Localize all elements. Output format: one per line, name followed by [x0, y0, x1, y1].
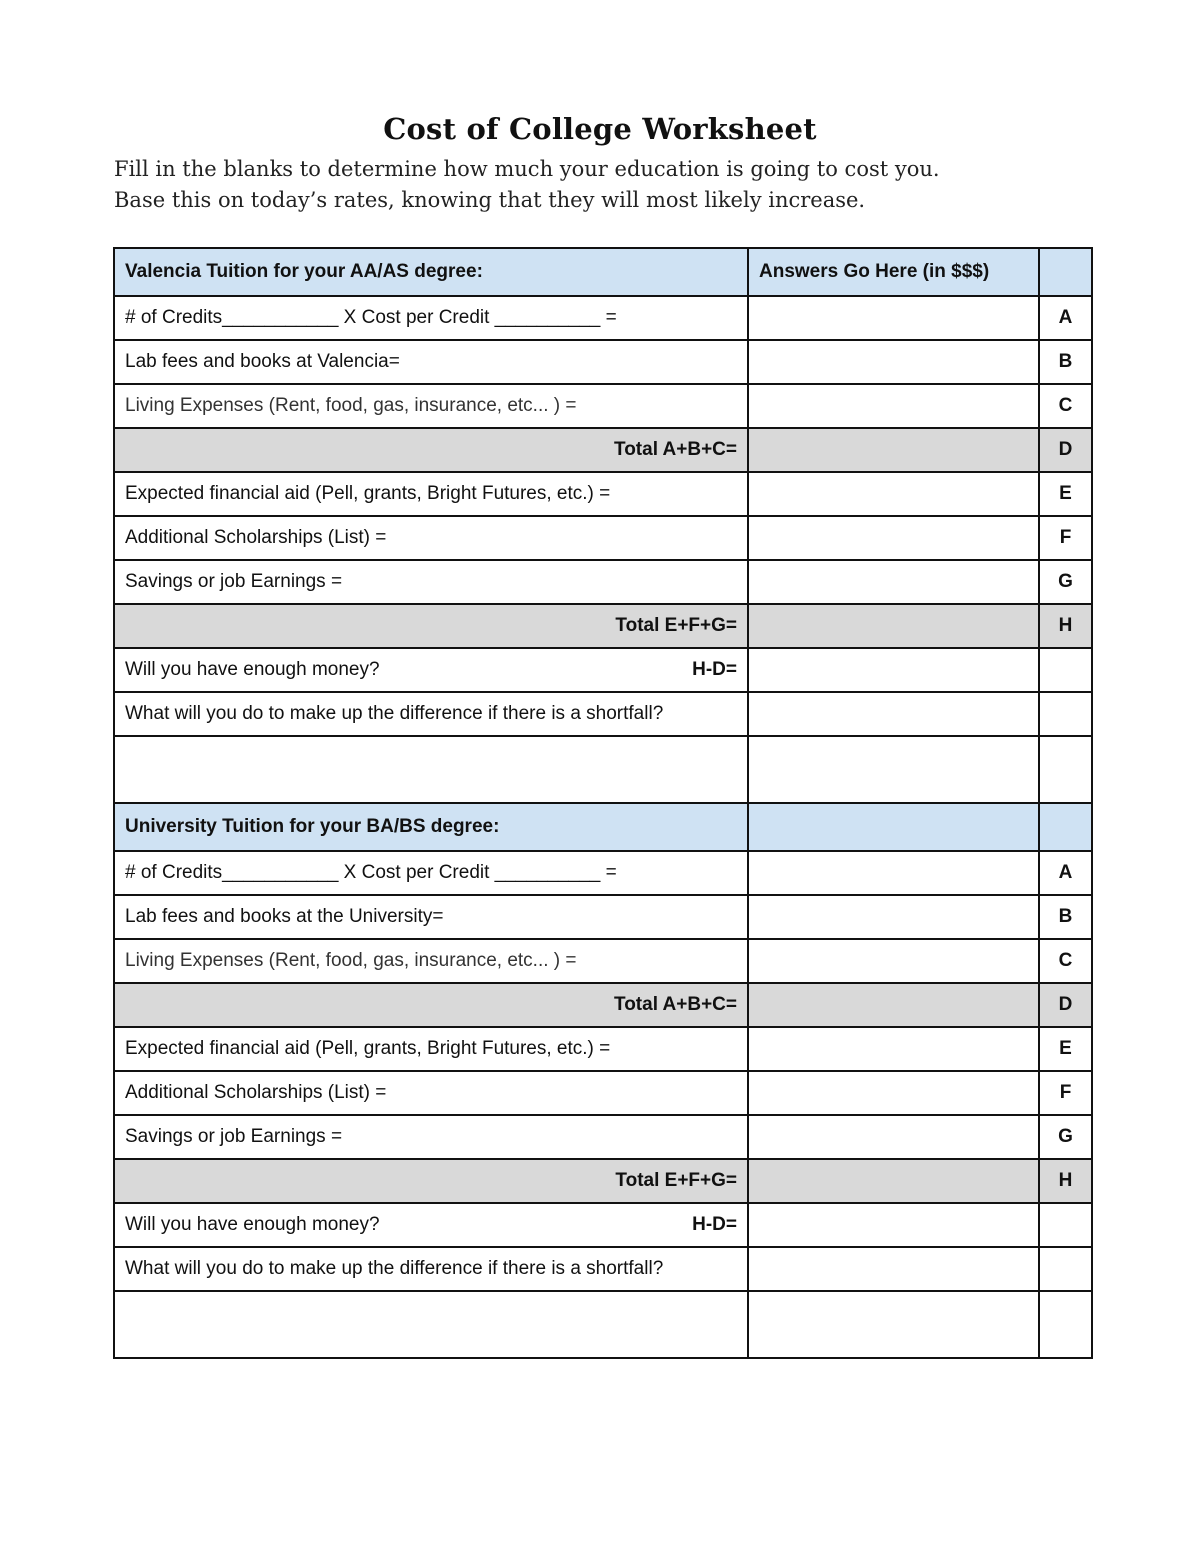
- section-heading: University Tuition for your BA/BS degree:: [114, 803, 748, 851]
- row-label: Expected financial aid (Pell, grants, Bright Futures, etc.) =: [114, 472, 748, 516]
- table-row: [114, 296, 1092, 340]
- row-letter-empty: [1039, 736, 1092, 803]
- row-letter-empty: [1039, 1291, 1092, 1358]
- answer-field[interactable]: [748, 472, 1039, 516]
- row-letter: F: [1039, 1071, 1092, 1115]
- table-row: [114, 560, 1092, 604]
- table-row: [114, 516, 1092, 560]
- shortfall-question: What will you do to make up the difference if there is a shortfall?: [114, 1247, 748, 1291]
- answers-column-header: Answers Go Here (in $$$): [748, 248, 1039, 296]
- section-header-row: [114, 803, 1092, 851]
- answer-field[interactable]: [748, 939, 1039, 983]
- section-heading: Valencia Tuition for your AA/AS degree:: [114, 248, 748, 296]
- total-row: [114, 1159, 1092, 1203]
- row-letter: C: [1039, 384, 1092, 428]
- total-label: Total A+B+C=: [114, 983, 748, 1027]
- row-letter: D: [1039, 428, 1092, 472]
- row-letter: D: [1039, 983, 1092, 1027]
- row-letter: B: [1039, 895, 1092, 939]
- total-row: [114, 428, 1092, 472]
- answer-field[interactable]: [748, 1291, 1039, 1358]
- table-row: [114, 1115, 1092, 1159]
- intro-line-1: Fill in the blanks to determine how much your education is going to cost you.: [114, 157, 940, 181]
- row-letter: A: [1039, 851, 1092, 895]
- answer-field[interactable]: [748, 1115, 1039, 1159]
- answer-field[interactable]: [748, 384, 1039, 428]
- row-label: Lab fees and books at Valencia=: [114, 340, 748, 384]
- row-letter-empty: [1039, 692, 1092, 736]
- shortfall-answer-field[interactable]: [114, 736, 748, 803]
- answer-field[interactable]: [748, 604, 1039, 648]
- total-label: Total E+F+G=: [114, 1159, 748, 1203]
- intro-line-2: Base this on today’s rates, knowing that they will most likely increase.: [114, 188, 866, 212]
- answer-field[interactable]: [748, 1027, 1039, 1071]
- table-row: [114, 648, 1092, 692]
- row-label: Savings or job Earnings =: [114, 560, 748, 604]
- section-header-row: [114, 248, 1092, 296]
- table-row: [114, 851, 1092, 895]
- row-letter: E: [1039, 1027, 1092, 1071]
- page-title: Cost of College Worksheet: [383, 112, 817, 146]
- row-label: Savings or job Earnings =: [114, 1115, 748, 1159]
- row-letter: G: [1039, 1115, 1092, 1159]
- row-letter: A: [1039, 296, 1092, 340]
- answer-field[interactable]: [748, 648, 1039, 692]
- total-label: Total E+F+G=: [114, 604, 748, 648]
- answer-field[interactable]: [748, 340, 1039, 384]
- row-letter: H: [1039, 604, 1092, 648]
- row-letter: B: [1039, 340, 1092, 384]
- answer-field[interactable]: [748, 1203, 1039, 1247]
- enough-money-formula: H-D=: [692, 659, 737, 680]
- enough-money-question: Will you have enough money?: [125, 1214, 380, 1235]
- table-row: [114, 895, 1092, 939]
- row-letter-empty: [1039, 1203, 1092, 1247]
- row-label: # of Credits___________ X Cost per Credit __________ =: [114, 851, 748, 895]
- row-letter: C: [1039, 939, 1092, 983]
- cost-worksheet-table: [113, 247, 1093, 1359]
- letter-column-header: [1039, 803, 1092, 851]
- answers-column-header: [748, 803, 1039, 851]
- table-row: [114, 1071, 1092, 1115]
- row-label: Additional Scholarships (List) =: [114, 516, 748, 560]
- answer-field[interactable]: [748, 516, 1039, 560]
- answer-field[interactable]: [748, 692, 1039, 736]
- table-row: [114, 384, 1092, 428]
- row-label: Living Expenses (Rent, food, gas, insurance, etc... ) =: [114, 384, 748, 428]
- row-label: # of Credits___________ X Cost per Credit __________ =: [114, 296, 748, 340]
- answer-field[interactable]: [748, 1159, 1039, 1203]
- row-letter: H: [1039, 1159, 1092, 1203]
- letter-column-header: [1039, 248, 1092, 296]
- row-letter-empty: [1039, 1247, 1092, 1291]
- answer-field[interactable]: [748, 296, 1039, 340]
- row-label: Lab fees and books at the University=: [114, 895, 748, 939]
- blank-answer-row: [114, 736, 1092, 803]
- row-label: Living Expenses (Rent, food, gas, insurance, etc... ) =: [114, 939, 748, 983]
- table-row: [114, 1027, 1092, 1071]
- table-row: [114, 692, 1092, 736]
- enough-money-cell: [114, 1203, 748, 1247]
- answer-field[interactable]: [748, 851, 1039, 895]
- row-label: Expected financial aid (Pell, grants, Bright Futures, etc.) =: [114, 1027, 748, 1071]
- table-row: [114, 472, 1092, 516]
- answer-field[interactable]: [748, 983, 1039, 1027]
- table-row: [114, 939, 1092, 983]
- answer-field[interactable]: [748, 428, 1039, 472]
- shortfall-question: What will you do to make up the difference if there is a shortfall?: [114, 692, 748, 736]
- answer-field[interactable]: [748, 560, 1039, 604]
- total-row: [114, 604, 1092, 648]
- answer-field[interactable]: [748, 895, 1039, 939]
- answer-field[interactable]: [748, 1247, 1039, 1291]
- total-label: Total A+B+C=: [114, 428, 748, 472]
- row-label: Additional Scholarships (List) =: [114, 1071, 748, 1115]
- shortfall-answer-field[interactable]: [114, 1291, 748, 1358]
- row-letter: E: [1039, 472, 1092, 516]
- answer-field[interactable]: [748, 736, 1039, 803]
- answer-field[interactable]: [748, 1071, 1039, 1115]
- enough-money-formula: H-D=: [692, 1214, 737, 1235]
- enough-money-cell: [114, 648, 748, 692]
- total-row: [114, 983, 1092, 1027]
- row-letter: F: [1039, 516, 1092, 560]
- table-row: [114, 1247, 1092, 1291]
- table-row: [114, 1203, 1092, 1247]
- table-row: [114, 340, 1092, 384]
- enough-money-question: Will you have enough money?: [125, 659, 380, 680]
- blank-answer-row: [114, 1291, 1092, 1358]
- row-letter-empty: [1039, 648, 1092, 692]
- row-letter: G: [1039, 560, 1092, 604]
